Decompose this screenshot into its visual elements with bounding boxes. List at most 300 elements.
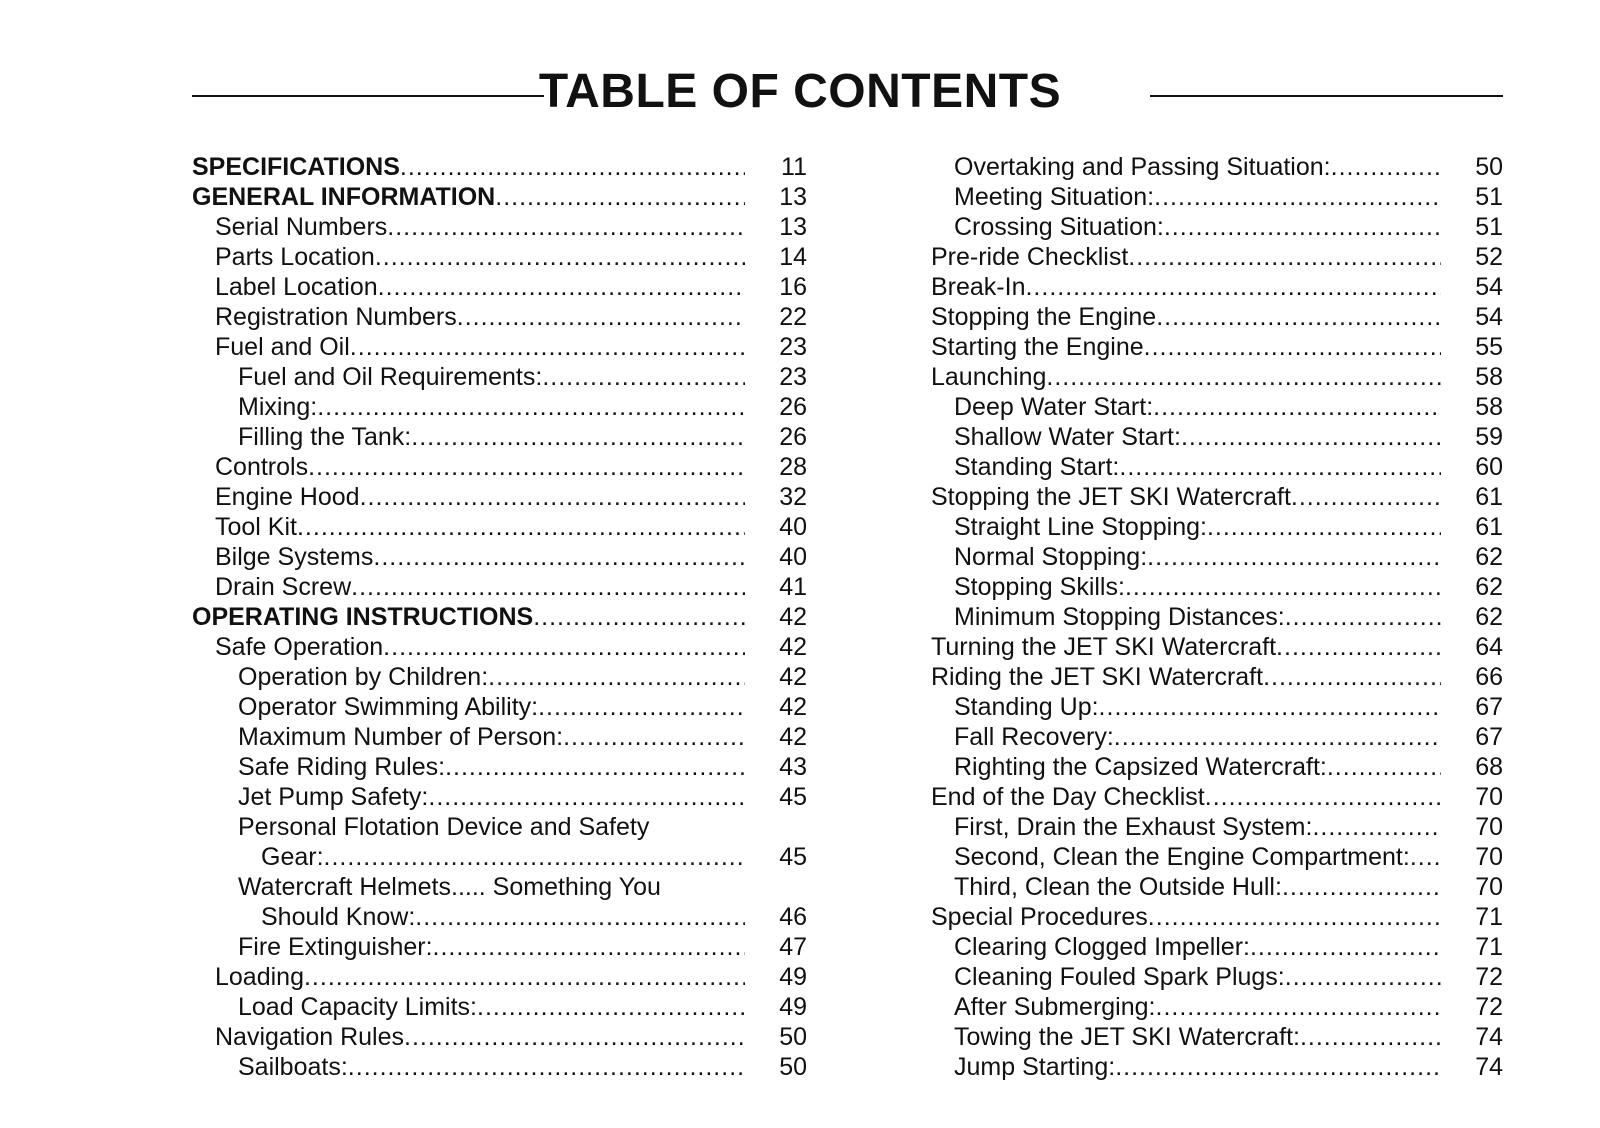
toc-entry-text: Fire Extinguisher: [238,933,433,961]
toc-entry[interactable] [192,662,807,692]
toc-dot-leader [433,932,745,962]
toc-page-number: 14 [779,243,807,271]
toc-page-number: 49 [779,963,807,991]
toc-dot-leader [1128,242,1441,272]
toc-entry-text: SPECIFICATIONS [192,153,400,181]
toc-dot-leader [378,272,745,302]
toc-entry-text: Cleaning Fouled Spark Plugs: [954,963,1285,991]
toc-dot-leader [317,392,745,422]
toc-entry-text: Fuel and Oil [215,333,350,361]
toc-entry-label [238,392,745,422]
toc-entry-label [954,212,1441,242]
toc-dot-leader [1154,182,1441,212]
toc-entry-label [238,812,745,842]
toc-entry-text: Watercraft Helmets..... Something You [238,873,661,901]
toc-entry-label [215,512,745,542]
toc-entry[interactable] [192,752,807,782]
toc-page-number: 45 [779,843,807,871]
toc-page-number: 42 [779,663,807,691]
toc-entry[interactable] [908,782,1503,812]
toc-dot-leader [477,992,745,1022]
toc-entry[interactable] [192,152,807,182]
toc-entry-text: Operation by Children: [238,663,489,691]
toc-entry-label [931,272,1441,302]
toc-entry[interactable] [908,362,1503,392]
toc-entry[interactable] [908,272,1503,302]
toc-dot-leader [1114,722,1441,752]
toc-dot-leader [1205,782,1441,812]
toc-entry[interactable] [908,422,1503,452]
toc-entry-text: Stopping the Engine [931,303,1157,331]
toc-page-number: 62 [1475,573,1503,601]
toc-entry-label [215,242,745,272]
toc-entry-label [931,662,1441,692]
toc-page-number: 50 [1475,153,1503,181]
toc-page-number: 22 [779,303,807,331]
toc-entry-text: Normal Stopping: [954,543,1148,571]
toc-entry-text: Controls [215,453,309,481]
toc-entry-label [215,542,745,572]
toc-page-number: 54 [1475,303,1503,331]
toc-dot-leader [1291,482,1441,512]
toc-entry[interactable] [908,872,1503,902]
toc-entry[interactable] [192,182,807,212]
toc-page-number: 58 [1475,393,1503,421]
toc-entry-label [215,272,745,302]
toc-entry[interactable] [908,902,1503,932]
toc-dot-leader [350,332,745,362]
toc-entry[interactable] [908,542,1503,572]
toc-entry-label [238,872,745,902]
toc-entry[interactable] [192,902,807,932]
toc-entry[interactable] [192,992,807,1022]
toc-page-number: 49 [779,993,807,1021]
toc-page-number: 42 [779,633,807,661]
toc-entry-text: Loading [215,963,304,991]
toc-entry-text: Registration Numbers [215,303,457,331]
toc-entry-label [192,182,745,212]
toc-page-number: 51 [1475,183,1503,211]
toc-entry-label [215,572,745,602]
toc-page-number: 13 [779,183,807,211]
toc-entry-text: Deep Water Start: [954,393,1154,421]
toc-entry[interactable] [192,692,807,722]
toc-entry-label [192,602,745,632]
toc-entry-label [954,452,1441,482]
toc-dot-leader [428,782,745,812]
toc-entry[interactable] [908,242,1503,272]
toc-entry-label [238,362,745,392]
toc-dot-leader [563,722,745,752]
toc-page-number: 40 [779,543,807,571]
toc-entry-label [238,1052,745,1082]
toc-entry-text: Operator Swimming Ability: [238,693,539,721]
toc-entry-label [238,662,745,692]
toc-page-number: 71 [1475,903,1503,931]
toc-page-number: 11 [781,153,807,181]
toc-entry-text: Serial Numbers [215,213,388,241]
toc-entry-label [238,692,745,722]
toc-entry-label [954,152,1441,182]
toc-entry-label [215,1022,745,1052]
toc-entry-text: Turning the JET SKI Watercraft [931,633,1277,661]
toc-entry-text: Fuel and Oil Requirements: [238,363,543,391]
toc-entry-text: Mixing: [238,393,318,421]
toc-entry-text: Clearing Clogged Impeller: [954,933,1250,961]
toc-dot-leader [1331,152,1441,182]
toc-entry[interactable] [192,332,807,362]
toc-page-number: 64 [1475,633,1503,661]
toc-page-number: 13 [779,213,807,241]
toc-dot-leader [1285,962,1441,992]
header-rule-right [1150,95,1503,97]
toc-dot-leader [415,902,745,932]
toc-entry[interactable] [192,242,807,272]
toc-entry-label [931,332,1441,362]
toc-entry-text: Starting the Engine [931,333,1144,361]
toc-entry-label [954,812,1441,842]
toc-dot-leader [1144,332,1441,362]
toc-dot-leader [495,182,745,212]
toc-page-number: 32 [779,483,807,511]
toc-entry-text: Safe Riding Rules: [238,753,446,781]
toc-entry[interactable] [192,212,807,242]
toc-page-number: 70 [1475,783,1503,811]
toc-entry-text: Sailboats: [238,1053,348,1081]
toc-entry-text: Shallow Water Start: [954,423,1181,451]
toc-dot-leader [1153,392,1441,422]
toc-dot-leader [360,482,745,512]
toc-dot-leader [1099,692,1441,722]
toc-entry-text: After Submerging: [954,993,1156,1021]
toc-entry[interactable] [192,362,807,392]
toc-entry-text: Jump Starting: [954,1053,1116,1081]
toc-entry-text: Filling the Tank: [238,423,412,451]
toc-entry-label [931,302,1441,332]
toc-entry-label [954,1052,1441,1082]
toc-entry-label [238,422,745,452]
toc-page-number: 46 [779,903,807,931]
toc-entry-text: Navigation Rules [215,1023,404,1051]
toc-dot-leader [1025,272,1441,302]
toc-page-number: 26 [779,393,807,421]
toc-entry-label [238,722,745,752]
toc-dot-leader [1164,212,1441,242]
toc-entry-text: Stopping Skills: [954,573,1125,601]
toc-entry[interactable] [192,872,807,902]
toc-entry-text: Fall Recovery: [954,723,1114,751]
toc-dot-leader [1125,572,1441,602]
toc-entry[interactable] [908,212,1503,242]
toc-dot-leader [308,452,745,482]
toc-entry-label [931,362,1441,392]
toc-page-number: 74 [1475,1053,1503,1081]
toc-entry-text: First, Drain the Exhaust System: [954,813,1313,841]
toc-dot-leader [1046,362,1441,392]
toc-page-number: 68 [1475,753,1503,781]
toc-entry-text: Riding the JET SKI Watercraft [931,663,1264,691]
toc-entry[interactable] [908,572,1503,602]
toc-entry[interactable] [192,572,807,602]
toc-page-number: 40 [779,513,807,541]
toc-page-number: 50 [779,1023,807,1051]
toc-dot-leader [457,302,745,332]
toc-entry[interactable] [192,962,807,992]
toc-entry[interactable] [192,272,807,302]
toc-entry[interactable] [908,722,1503,752]
toc-entry[interactable] [908,842,1503,872]
toc-page-number: 72 [1475,963,1503,991]
toc-dot-leader [1327,752,1441,782]
toc-dot-leader [373,542,745,572]
toc-dot-leader [1156,992,1442,1022]
toc-entry-text: Safe Operation [215,633,384,661]
toc-entry-text: Standing Start: [954,453,1120,481]
toc-entry-text: Label Location [215,273,378,301]
toc-entry[interactable] [192,1052,807,1082]
toc-entry-text: Minimum Stopping Distances: [954,603,1285,631]
toc-page-number: 67 [1475,693,1503,721]
toc-entry[interactable] [908,392,1503,422]
toc-entry[interactable] [192,482,807,512]
toc-entry[interactable] [908,302,1503,332]
toc-dot-leader [1300,1022,1441,1052]
toc-entry[interactable] [192,542,807,572]
toc-entry-label [954,572,1441,602]
toc-dot-leader [404,1022,745,1052]
toc-dot-leader [1207,512,1441,542]
toc-entry[interactable] [192,842,807,872]
toc-entry-label [954,182,1441,212]
toc-entry-text: Parts Location [215,243,375,271]
toc-page-number: 16 [779,273,807,301]
toc-entry-text: Bilge Systems [215,543,374,571]
toc-entry-label [954,932,1441,962]
toc-page-number: 61 [1475,483,1503,511]
toc-dot-leader [1276,632,1441,662]
toc-entry-label [954,722,1441,752]
toc-page-number: 60 [1475,453,1503,481]
toc-entry[interactable] [192,932,807,962]
toc-entry-text: End of the Day Checklist [931,783,1205,811]
toc-dot-leader [348,1052,745,1082]
toc-dot-leader [375,242,745,272]
toc-entry-label [215,332,745,362]
toc-page-number: 58 [1475,363,1503,391]
toc-page-number: 52 [1475,243,1503,271]
toc-entry-label [954,392,1441,422]
toc-entry[interactable] [908,932,1503,962]
toc-entry-label [238,752,745,782]
toc-entry-label [954,1022,1441,1052]
toc-entry-text: Gear: [261,843,324,871]
toc-entry-text: Personal Flotation Device and Safety [238,813,650,841]
toc-entry-text: Should Know: [261,903,416,931]
toc-entry-text: Break-In [931,273,1026,301]
toc-entry[interactable] [192,722,807,752]
toc-column-right [908,152,1503,1082]
toc-page-number: 51 [1475,213,1503,241]
toc-dot-leader [304,962,745,992]
toc-entry-label [954,752,1441,782]
toc-entry-text: Meeting Situation: [954,183,1155,211]
toc-page-number: 74 [1475,1023,1503,1051]
toc-entry[interactable] [908,662,1503,692]
toc-dot-leader [1119,452,1441,482]
toc-entry-label [954,842,1441,872]
toc-entry[interactable] [192,452,807,482]
toc-entry-label [215,632,745,662]
toc-dot-leader [1312,812,1441,842]
toc-dot-leader [1181,422,1441,452]
toc-dot-leader [297,512,745,542]
toc-page-number: 55 [1475,333,1503,361]
toc-entry-text: Standing Up: [954,693,1099,721]
toc-dot-leader [445,752,745,782]
toc-entry-label [215,212,745,242]
toc-entry[interactable] [192,392,807,422]
toc-dot-leader [488,662,745,692]
toc-entry-label [215,482,745,512]
toc-entry-label [931,782,1441,812]
toc-page-number: 70 [1475,873,1503,901]
toc-entry-text: Maximum Number of Person: [238,723,564,751]
toc-entry[interactable] [908,962,1503,992]
toc-entry-label [931,482,1441,512]
toc-dot-leader [351,572,745,602]
toc-page-number: 42 [779,723,807,751]
toc-entry[interactable] [192,302,807,332]
toc-entry-text: Crossing Situation: [954,213,1164,241]
toc-entry-label [238,782,745,812]
toc-page-number: 54 [1475,273,1503,301]
toc-entry-label [954,872,1441,902]
toc-entry[interactable] [908,182,1503,212]
toc-entry-label [261,842,745,872]
toc-dot-leader [1147,542,1441,572]
toc-dot-leader [387,212,745,242]
toc-entry-label [215,962,745,992]
toc-page-number: 42 [779,693,807,721]
toc-entry-label [192,152,745,182]
toc-dot-leader [1115,1052,1441,1082]
toc-page-number: 59 [1475,423,1503,451]
toc-entry-label [215,452,745,482]
toc-dot-leader [533,602,745,632]
toc-entry[interactable] [908,692,1503,722]
toc-dot-leader [1285,602,1441,632]
toc-dot-leader [538,692,745,722]
toc-page-number: 47 [779,933,807,961]
toc-entry-text: Third, Clean the Outside Hull: [954,873,1282,901]
toc-entry[interactable] [908,812,1503,842]
toc-entry-label [954,542,1441,572]
toc-page-number: 62 [1475,603,1503,631]
toc-page-number: 50 [779,1053,807,1081]
toc-dot-leader [1156,302,1441,332]
toc-page-number: 26 [779,423,807,451]
toc-entry-label [954,512,1441,542]
toc-entry-text: Engine Hood [215,483,360,511]
toc-entry-text: Drain Screw [215,573,352,601]
toc-entry[interactable] [192,512,807,542]
toc-entry-text: Tool Kit [215,513,297,541]
toc-page-number: 41 [779,573,807,601]
toc-entry[interactable] [908,632,1503,662]
toc-page-number: 66 [1475,663,1503,691]
toc-entry-label [931,632,1441,662]
toc-page-number: 62 [1475,543,1503,571]
toc-dot-leader [1250,932,1441,962]
toc-entry[interactable] [908,992,1503,1022]
toc-entry-label [238,932,745,962]
toc-entry[interactable] [192,812,807,842]
toc-entry-label [931,242,1441,272]
toc-entry[interactable] [192,782,807,812]
toc-entry[interactable] [908,752,1503,782]
toc-dot-leader [324,842,745,872]
toc-entry-label [954,422,1441,452]
toc-dot-leader [1148,902,1441,932]
toc-entry-text: Pre-ride Checklist [931,243,1129,271]
toc-page-number: 70 [1475,813,1503,841]
toc-entry[interactable] [192,1022,807,1052]
toc-page-number: 67 [1475,723,1503,751]
toc-entry[interactable] [908,482,1503,512]
toc-entry[interactable] [908,1052,1503,1082]
toc-entry[interactable] [908,1022,1503,1052]
toc-entry-text: Towing the JET SKI Watercraft: [954,1023,1300,1051]
toc-entry-text: Overtaking and Passing Situation: [954,153,1331,181]
toc-entry[interactable] [908,452,1503,482]
toc-dot-leader [1282,872,1441,902]
toc-entry-label [954,602,1441,632]
toc-dot-leader [400,152,745,182]
toc-page-number: 72 [1475,993,1503,1021]
page-header [0,62,1600,122]
toc-entry-label [261,902,745,932]
toc-entry-text: Special Procedures [931,903,1148,931]
toc-entry-text: OPERATING INSTRUCTIONS [192,603,534,631]
toc-entry-label [215,302,745,332]
toc-page-number: 45 [779,783,807,811]
toc-entry-label [931,902,1441,932]
toc-entry[interactable] [192,632,807,662]
page-title: TABLE OF CONTENTS [538,65,1062,118]
toc-entry-text: Launching [931,363,1047,391]
toc-page-number: 70 [1475,843,1503,871]
toc-entry[interactable] [908,152,1503,182]
toc-page-number: 43 [779,753,807,781]
toc-dot-leader [1263,662,1441,692]
toc-page-number: 71 [1475,933,1503,961]
toc-entry[interactable] [908,512,1503,542]
toc-entry[interactable] [192,422,807,452]
toc-page-number: 23 [779,333,807,361]
toc-column-left [192,152,807,1082]
toc-entry-label [238,992,745,1022]
toc-entry-text: GENERAL INFORMATION [192,183,496,211]
toc-page-number: 23 [779,363,807,391]
toc-dot-leader [411,422,745,452]
toc-entry[interactable] [908,602,1503,632]
toc-entry[interactable] [908,332,1503,362]
toc-entry-text: Righting the Capsized Watercraft: [954,753,1327,781]
toc-page-number: 42 [779,603,807,631]
toc-entry-label [954,692,1441,722]
toc-entry-text: Stopping the JET SKI Watercraft [931,483,1291,511]
toc-entry[interactable] [192,602,807,632]
